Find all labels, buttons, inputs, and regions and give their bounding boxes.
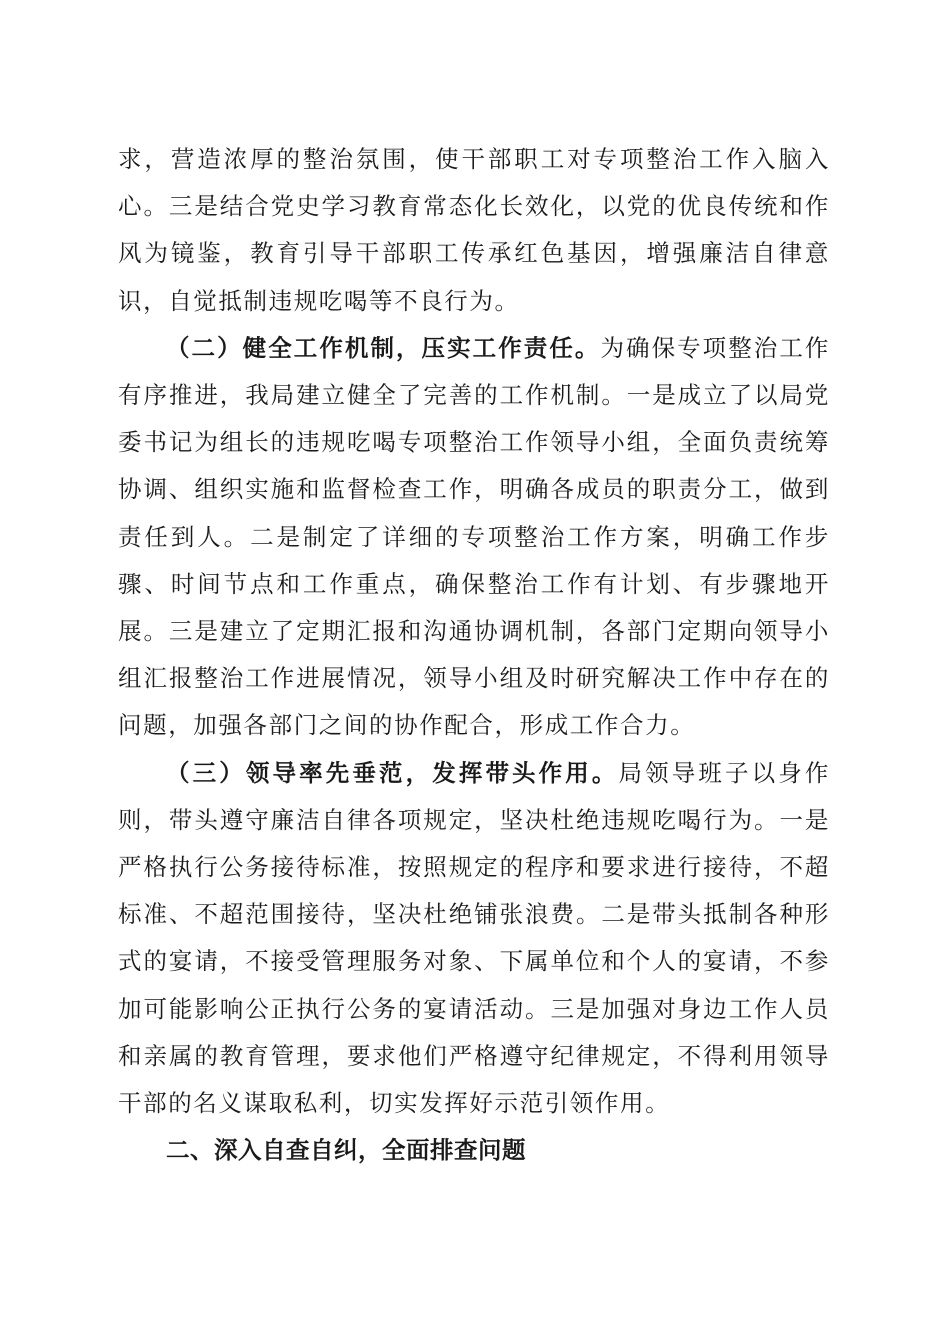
document-body xyxy=(118,136,830,1174)
paragraph-body-text: 局领导班子以身作则，带头遵守廉洁自律各项规定，坚决杜绝违规吃喝行为。一是严格执行公务接待标准，按照规定的程序和要求进行接待，不超标准、不超范围接待，坚决杜绝铺张浪费。二是带头抵制各种形式的宴请，不接受管理服务对象、下属单位和个人的宴请，不参加可能影响公正执行公务的宴请活动。三是加强对身边工作人员和亲属的教育管理，要求他们严格遵守纪律规定，不得利用领导干部的名义谋取私利，切实发挥好示范引领作用。 xyxy=(118,758,830,1118)
paragraph-body-text: 为确保专项整治工作有序推进，我局建立健全了完善的工作机制。一是成立了以局党委书记为组长的违规吃喝专项整治工作领导小组，全面负责统筹协调、组织实施和监督检查工作，明确各成员的职责分工，做到责任到人。二是制定了详细的专项整治工作方案，明确工作步骤、时间节点和工作重点，确保整治工作有计划、有步骤地开展。三是建立了定期汇报和沟通协调机制，各部门定期向领导小组汇报整治工作进展情况，领导小组及时研究解决工作中存在的问题，加强各部门之间的协作配合，形成工作合力。 xyxy=(118,333,830,740)
paragraph-work-mechanism xyxy=(118,325,830,750)
paragraph-lead-heading: （二）健全工作机制，压实工作责任。 xyxy=(166,333,601,362)
paragraph-leadership-example xyxy=(118,750,830,1128)
paragraph-continuation: 求，营造浓厚的整治氛围，使干部职工对专项整治工作入脑入心。三是结合党史学习教育常态化长效化，以党的优良传统和作风为镜鉴，教育引导干部职工传承红色基因，增强廉洁自律意识，自觉抵制违规吃喝等不良行为。 xyxy=(118,145,830,315)
paragraph-lead-heading: （三）领导率先垂范，发挥带头作用。 xyxy=(166,758,619,787)
section-heading: 二、深入自查自纠，全面排查问题 xyxy=(166,1136,526,1165)
